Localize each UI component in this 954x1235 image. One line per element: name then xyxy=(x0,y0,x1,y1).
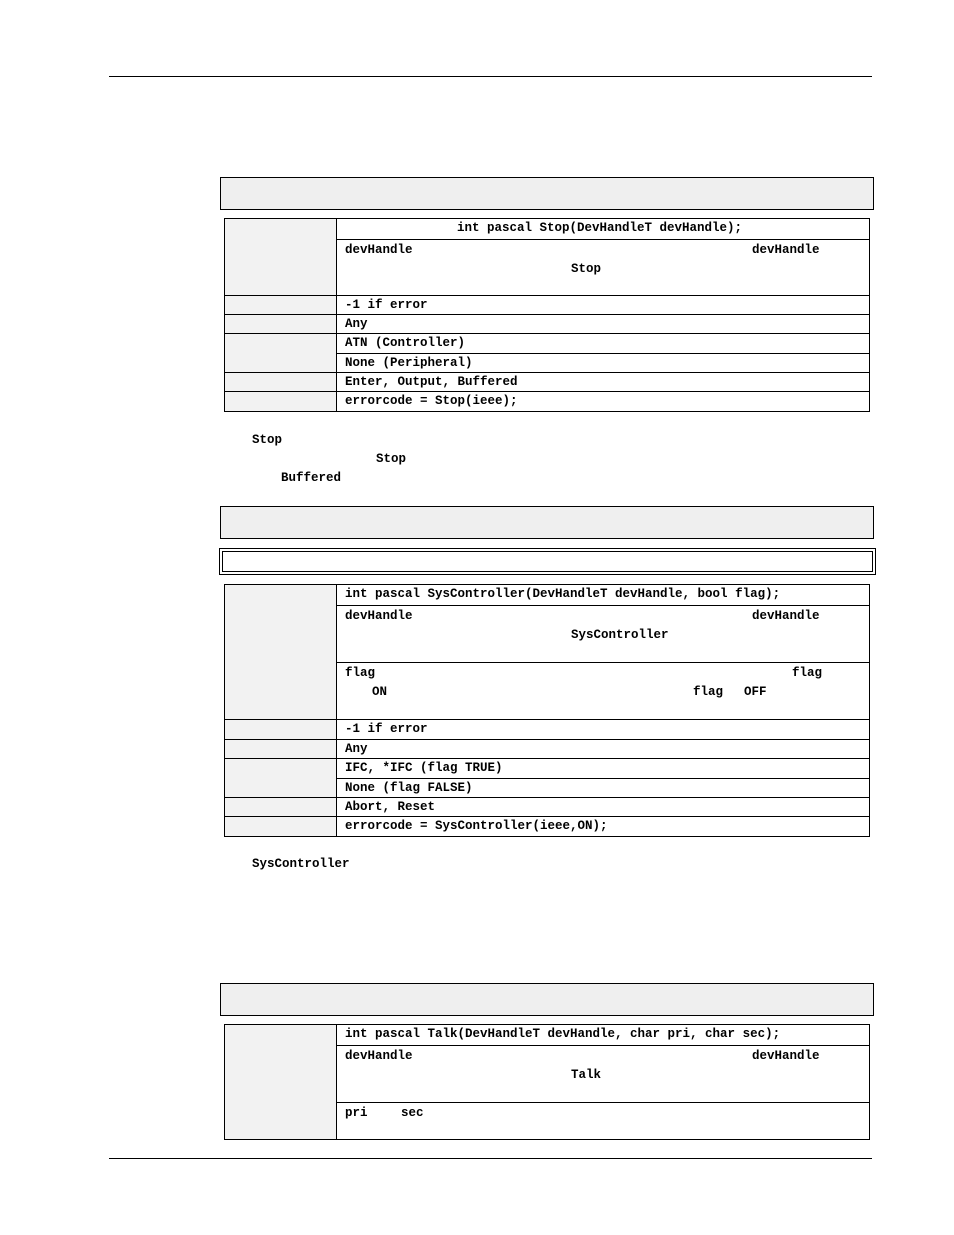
table-row xyxy=(225,758,869,797)
table-row xyxy=(225,719,869,739)
stop-note-func2: Stop xyxy=(376,452,407,466)
syscontroller-subheader-box xyxy=(219,548,876,575)
table-row xyxy=(225,372,869,391)
see-also-text: Abort, Reset xyxy=(345,800,436,814)
syntax-cell xyxy=(337,1025,869,1045)
returns-text: -1 if error xyxy=(345,298,428,312)
state-text: Any xyxy=(345,317,368,331)
table-row xyxy=(225,816,869,836)
bus-peripheral-text: None (Peripheral) xyxy=(345,356,473,370)
syntax-text: int pascal Stop(DevHandleT devHandle); xyxy=(457,221,743,235)
stop-note-func: Stop xyxy=(252,433,283,447)
syntax-cell xyxy=(337,219,869,239)
state-text: Any xyxy=(345,742,368,756)
table-row xyxy=(225,295,869,314)
syscontroller-header-box xyxy=(220,506,874,539)
table-row xyxy=(225,314,869,333)
syscontroller-note-func: SysController xyxy=(252,857,350,871)
table-row xyxy=(225,1025,869,1139)
stop-table xyxy=(224,218,870,412)
talk-header-box xyxy=(220,983,874,1016)
syntax-cell xyxy=(337,585,869,605)
top-rule xyxy=(109,76,872,77)
table-row xyxy=(225,333,869,372)
stop-note-ref: Buffered xyxy=(281,471,342,485)
syntax-text: int pascal SysController(DevHandleT devHandle, bool flag); xyxy=(345,587,781,601)
table-row xyxy=(225,391,869,411)
param-cell: devHandle devHandle Stop xyxy=(337,239,869,295)
table-row xyxy=(225,797,869,816)
table-row xyxy=(225,585,869,719)
syscontroller-table xyxy=(224,584,870,837)
table-row xyxy=(225,219,869,295)
returns-text: -1 if error xyxy=(345,722,428,736)
param-cell: flag flag ON flag OFF xyxy=(337,662,869,719)
bottom-rule xyxy=(109,1158,872,1159)
param-cell: devHandle devHandle Talk xyxy=(337,1045,869,1102)
param-cell: devHandle devHandle SysController xyxy=(337,605,869,662)
stop-header-box xyxy=(220,177,874,210)
bus-false-text: None (flag FALSE) xyxy=(345,781,473,795)
example-text: errorcode = Stop(ieee); xyxy=(345,394,518,408)
bus-controller-text: ATN (Controller) xyxy=(345,336,466,350)
table-row xyxy=(225,739,869,758)
syntax-text: int pascal Talk(DevHandleT devHandle, char pri, char sec); xyxy=(345,1027,781,1041)
bus-true-text: IFC, *IFC (flag TRUE) xyxy=(345,761,503,775)
see-also-text: Enter, Output, Buffered xyxy=(345,375,518,389)
example-text: errorcode = SysController(ieee,ON); xyxy=(345,819,608,833)
talk-table xyxy=(224,1024,870,1140)
param-cell: pri sec xyxy=(337,1102,869,1139)
